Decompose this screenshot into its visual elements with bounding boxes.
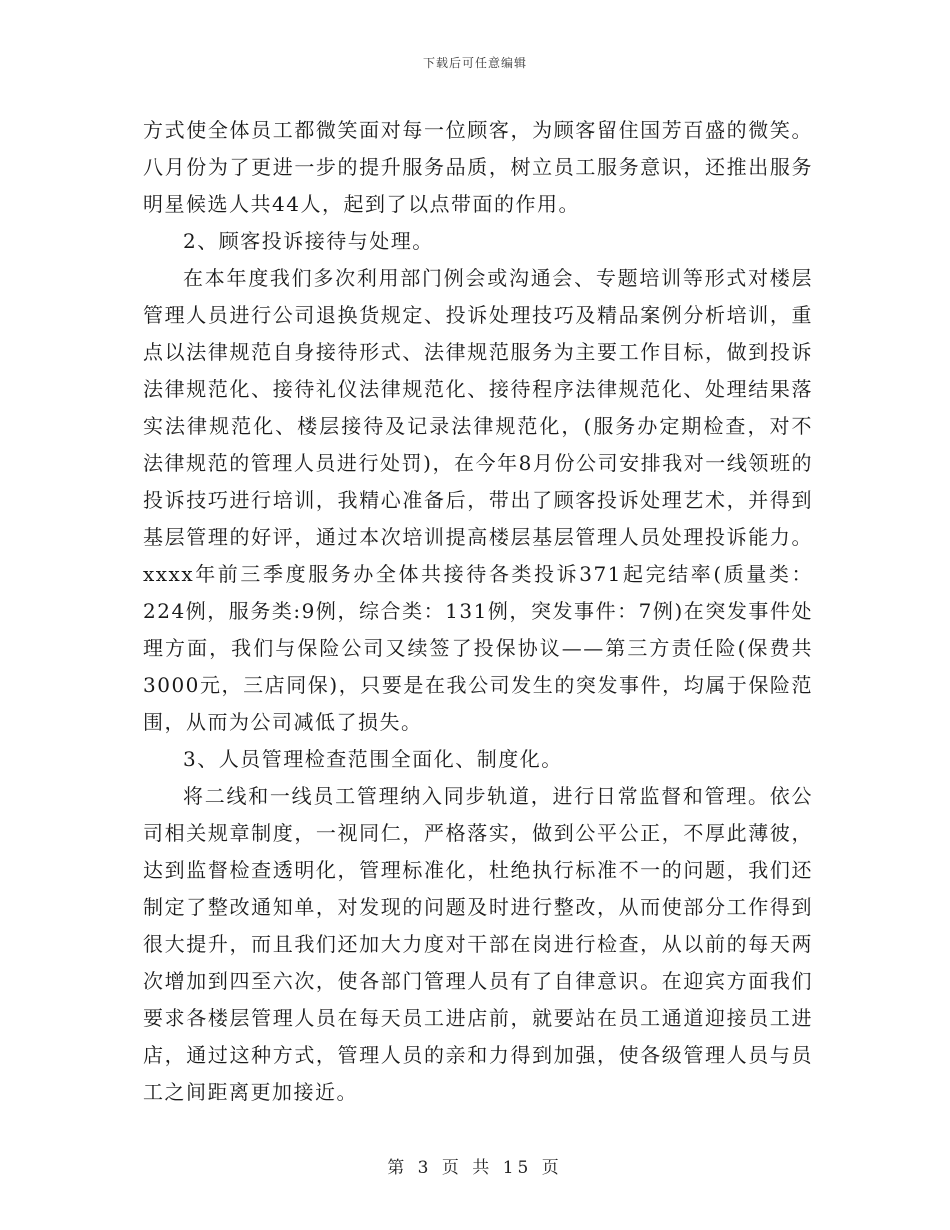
document-body xyxy=(143,112,813,1111)
section-heading-complaints: 2、顾客投诉接待与处理。 xyxy=(183,229,434,253)
paragraph-service-smile: 方式使全体员工都微笑面对每一位顾客，为顾客留住国芳百盛的微笑。八月份为了更进一步的提升服务品质，树立员工服务意识，还推出服务明星候选人共44人，起到了以点带面的作用。 xyxy=(143,118,813,216)
page-number-footer: 第 3 页 共 15 页 xyxy=(387,1158,563,1178)
paragraph-staff-management: 将二线和一线员工管理纳入同步轨道，进行日常监督和管理。依公司相关规章制度，一视同仁，严格落实，做到公平公正，不厚此薄彼，达到监督检查透明化，管理标准化，杜绝执行标准不一的问题，我们还制定了整改通知单，对发现的问题及时进行整改，从而使部分工作得到很大提升，而且我们还加大力度对干部在岗进行检查，从以前的每天两次增加到四至六次，使各部门管理人员有了自律意识。在迎宾方面我们要求各楼层管理人员在每天员工进店前，就要站在员工通道迎接员工进店，通过这种方式，管理人员的亲和力得到加强，使各级管理人员与员工之间距离更加接近。 xyxy=(143,784,813,1104)
page-header: 下载后可任意编辑 xyxy=(422,56,527,70)
section-heading-staff-management: 3、人员管理检查范围全面化、制度化。 xyxy=(183,747,563,771)
paragraph-complaints: 在本年度我们多次利用部门例会或沟通会、专题培训等形式对楼层管理人员进行公司退换货规定、投诉处理技巧及精品案例分析培训，重点以法律规范自身接待形式、法律规范服务为主要工作目标，做到投诉法律规范化、接待礼仪法律规范化、接待程序法律规范化、处理结果落实法律规范化、楼层接待及记录法律规范化，(服务办定期检查，对不法律规范的管理人员进行处罚)，在今年8月份公司安排我对一线领班的投诉技巧进行培训，我精心准备后，带出了顾客投诉处理艺术，并得到基层管理的好评，通过本次培训提高楼层基层管理人员处理投诉能力。xxxx年前三季度服务办全体共接待各类投诉371起完结率(质量类：224例，服务类:9例，综合类：131例，突发事件：7例)在突发事件处理方面，我们与保险公司又续签了投保协议——第三方责任险(保费共3000元，三店同保)，只要是在我公司发生的突发事件，均属于保险范围，从而为公司减低了损失。 xyxy=(143,266,813,734)
